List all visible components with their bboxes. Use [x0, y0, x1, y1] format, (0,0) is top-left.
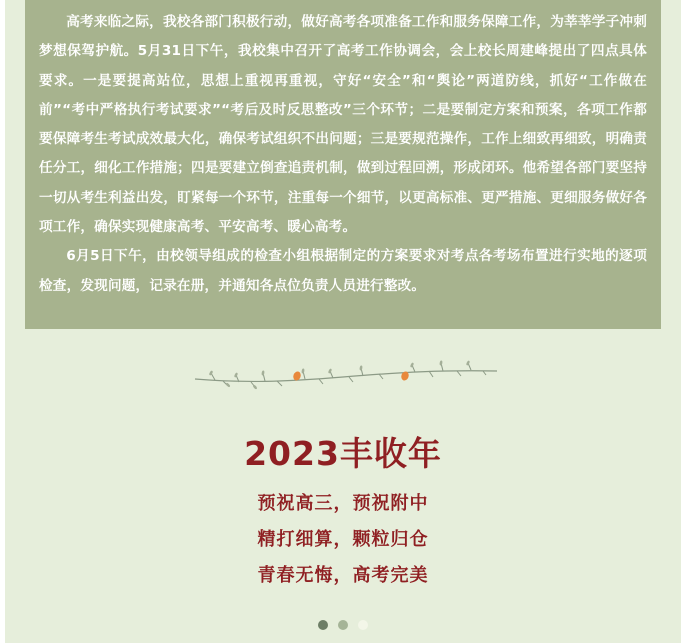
slogan-line-2: 精打细算，颗粒归仓 — [257, 529, 429, 550]
page-background — [5, 0, 681, 643]
carousel-dot-3[interactable] — [358, 620, 368, 630]
vine-with-flowers-icon — [193, 358, 499, 390]
carousel-dot-1[interactable] — [318, 620, 328, 630]
slogan-line-3: 青春无悔，高考完美 — [257, 565, 429, 586]
banner-headline: 2023丰收年 — [244, 434, 442, 473]
carousel-dot-2[interactable] — [338, 620, 348, 630]
vine-stem — [195, 371, 497, 382]
slogan-list — [5, 486, 681, 594]
slogan-line-1: 预祝高三，预祝附中 — [257, 493, 429, 514]
article-paragraph-2: 6月5日下午，由校领导组成的检查小组根据制定的方案要求对考点各考场布置进行实地的逐项检查，发现问题，记录在册，并通知各点位负责人员进行整改。 — [39, 248, 647, 294]
article-paragraph-1: 高考来临之际，我校各部门积极行动，做好高考各项准备工作和服务保障工作，为莘莘学子冲刺梦想保驾护航。5月31日下午，我校集中召开了高考工作协调会，会上校长周建峰提出了四点具体要求。一是要提高站位，思想上重视再重视，守好“安全”和“舆论”两道防线，抓好“工作做在前”“考中严格执行考试要求”“考后及时反思整改”三个环节；二是要制定方案和预案，各项工作都要保障考生考试成效最大化，确保考试组织不出问题；三是要规范操作，工作上细致再细致，明确责任分工，细化工作措施；四是要建立倒查追责机制，做到过程回溯，形成闭环。他希望各部门要坚持一切从考生利益出发，盯紧每一个环节，注重每一个细节，以更高标准、更严措施、更细服务做好各项工作，确保实现健康高考、平安高考、暖心高考。 — [39, 14, 647, 236]
article-box — [25, 0, 661, 329]
carousel-dots — [5, 620, 681, 630]
